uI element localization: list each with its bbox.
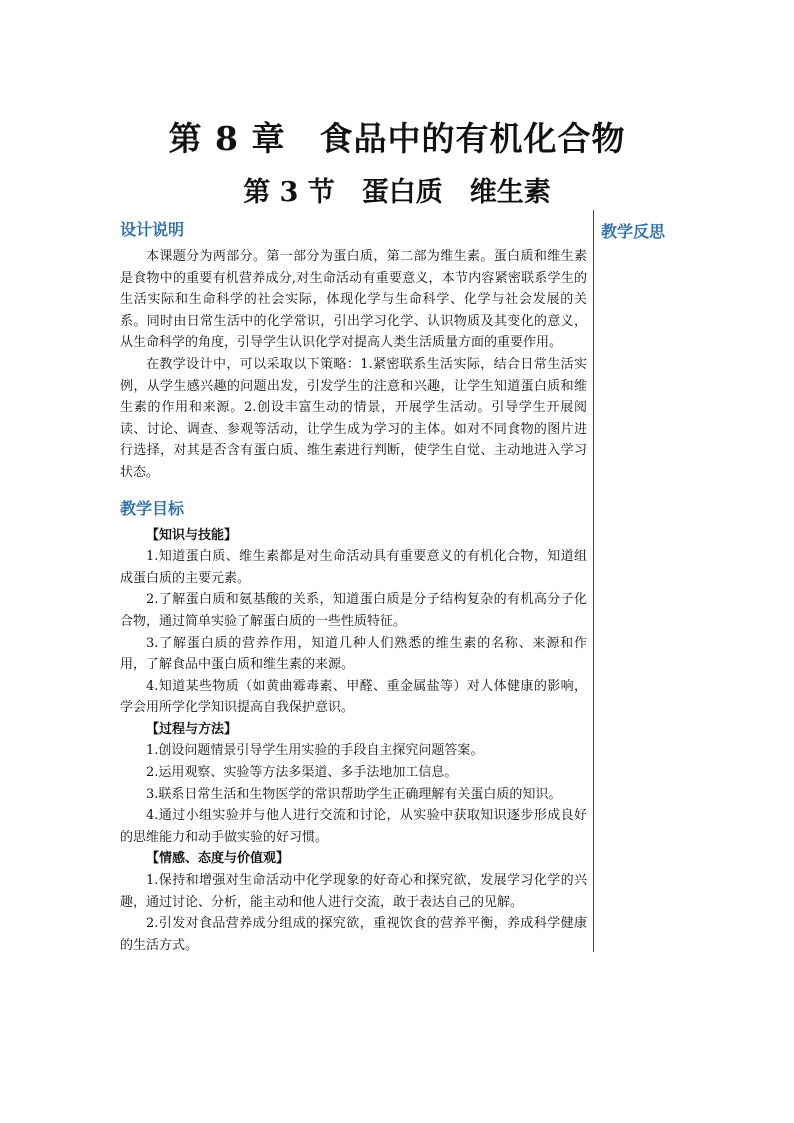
design-paragraph: 在教学设计中，可以采取以下策略：1.紧密联系生活实际，结合日常生活实例，从学生感兴趣的问题出发，引发学生的注意和兴趣，让学生知道蛋白质和维生素的作用和来源。2.创设丰富生动的情景，开展学生活动。引导学生开展阅读、讨论、调查、参观等活动，让学生成为学习的主体。如对不同食物的图片进行选择，对其是否含有蛋白质、维生素进行判断，使学生自觉、主动地进入学习状态。	[120, 356, 587, 480]
chapter-title: 第 8 章 食品中的有机化合物	[168, 119, 626, 158]
design-notes-heading: 设计说明	[120, 220, 185, 239]
goal-item: 3.联系日常生活和生物医学的常识帮助学生正确理解有关蛋白质的知识。	[146, 786, 562, 802]
goal-item: 3.了解蛋白质的营养作用，知道几种人们熟悉的维生素的名称、来源和作用，了解食品中蛋白质和维生素的来源。	[120, 635, 587, 673]
goal-item: 2.引发对食品营养成分组成的探究欲，重视饮食的营养平衡，养成科学健康的生活方式。	[120, 916, 587, 953]
goal-item: 2.运用观察、实验等方法多渠道、多手法地加工信息。	[146, 765, 458, 781]
process-methods-label: 【过程与方法】	[146, 721, 238, 737]
goal-item: 1.知道蛋白质、维生素都是对生命活动具有重要意义的有机化合物，知道组成蛋白质的主要元素。	[120, 549, 587, 586]
goal-item: 4.知道某些物质（如黄曲霉毒素、甲醛、重金属盐等）对人体健康的影响，学会用所学化学知识提高自我保护意识。	[120, 678, 587, 716]
teaching-reflection-heading: 教学反思	[601, 222, 666, 241]
goal-item: 1.创设问题情景引导学生用实验的手段自主探究问题答案。	[146, 743, 484, 759]
emotion-attitude-label: 【情感、态度与价值观】	[146, 851, 290, 867]
main-content	[120, 217, 587, 956]
column-divider	[593, 210, 594, 952]
goal-item: 2.了解蛋白质和氨基酸的关系，知道蛋白质是分子结构复杂的有机高分子化合物，通过简单实验了解蛋白质的一些性质特征。	[120, 592, 587, 629]
goal-item: 1.保持和增强对生命活动中化学现象的好奇心和探究欲，发展学习化学的兴趣，通过讨论、分析，能主动和他人进行交流，敢于表达自己的见解。	[120, 873, 587, 910]
design-paragraph: 本课题分为两部分。第一部分为蛋白质，第二部为维生素。蛋白质和维生素是食物中的重要有机营养成分,对生命活动有重要意义，本节内容紧密联系学生的生活实际和生命科学的社会实际，体现化学与生命科学、化学与社会发展的关系。同时由日常生活中的化学常识，引出学习化学、认识物质及其变化的意义，从生命科学的角度，引导学生认识化学对提高人类生活质量方面的重要作用。	[120, 249, 587, 351]
knowledge-skills-label: 【知识与技能】	[146, 527, 238, 543]
goal-item: 4.通过小组实验并与他人进行交流和讨论，从实验中获取知识逐步形成良好的思维能力和动手做实验的好习惯。	[120, 808, 587, 845]
teaching-goals-heading: 教学目标	[120, 498, 185, 518]
section-title: 第 3 节 蛋白质 维生素	[243, 177, 551, 208]
